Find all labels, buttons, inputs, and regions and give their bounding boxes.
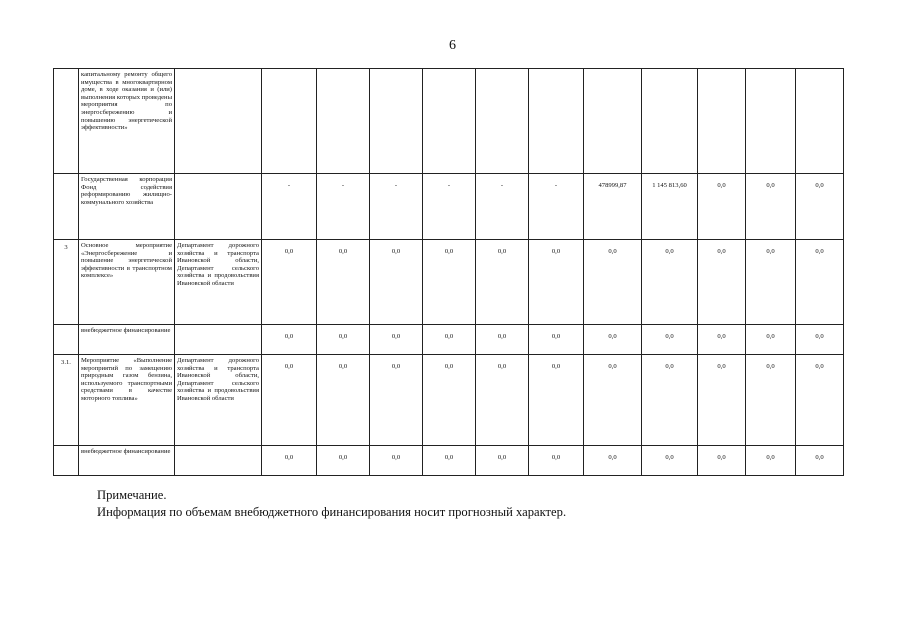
value-cell: 0,0 — [476, 446, 529, 476]
value-cell: 0,0 — [370, 325, 423, 355]
responsible-department — [175, 325, 262, 355]
responsible-department: Департамент дорожного хозяйства и транспорта Ивановской области, Департамент сельского хозяйства и продовольствия Ивановской области — [175, 355, 262, 446]
row-description: внебюджетное финансирование — [79, 446, 175, 476]
table-row — [54, 174, 844, 240]
value-cell — [476, 69, 529, 174]
value-cell — [423, 69, 476, 174]
responsible-department — [175, 69, 262, 174]
value-cell: - — [317, 174, 370, 240]
value-cell: 0,0 — [642, 355, 698, 446]
value-cell: - — [529, 174, 584, 240]
table-row — [54, 446, 844, 476]
table-row — [54, 355, 844, 446]
row-index — [54, 446, 79, 476]
value-cell: 0,0 — [796, 325, 844, 355]
value-cell: 0,0 — [796, 355, 844, 446]
value-cell: 0,0 — [262, 240, 317, 325]
value-cell: 0,0 — [529, 325, 584, 355]
value-cell: - — [262, 174, 317, 240]
row-index: 3 — [54, 240, 79, 325]
value-cell: 0,0 — [476, 240, 529, 325]
value-cell — [262, 69, 317, 174]
value-cell — [370, 69, 423, 174]
value-cell: 0,0 — [746, 174, 796, 240]
value-cell: 0,0 — [584, 240, 642, 325]
value-cell: 0,0 — [584, 325, 642, 355]
value-cell: 0,0 — [423, 325, 476, 355]
value-cell: 0,0 — [746, 446, 796, 476]
note-title: Примечание. — [97, 488, 167, 502]
value-cell: 0,0 — [642, 446, 698, 476]
value-cell — [796, 69, 844, 174]
value-cell — [746, 69, 796, 174]
value-cell: 478999,87 — [584, 174, 642, 240]
value-cell: 0,0 — [423, 446, 476, 476]
responsible-department: Департамент дорожного хозяйства и транспорта Ивановской области, Департамент сельского хозяйства и продовольствия Ивановской области — [175, 240, 262, 325]
value-cell: 0,0 — [698, 174, 746, 240]
value-cell: 0,0 — [746, 240, 796, 325]
value-cell: 0,0 — [423, 355, 476, 446]
value-cell: 0,0 — [423, 240, 476, 325]
row-index — [54, 325, 79, 355]
row-index — [54, 69, 79, 174]
value-cell: 0,0 — [476, 355, 529, 446]
value-cell: 0,0 — [796, 240, 844, 325]
value-cell — [584, 69, 642, 174]
row-index — [54, 174, 79, 240]
value-cell: - — [423, 174, 476, 240]
value-cell: 0,0 — [698, 355, 746, 446]
value-cell: 0,0 — [317, 355, 370, 446]
value-cell: - — [476, 174, 529, 240]
value-cell: 0,0 — [698, 446, 746, 476]
row-description: Основное мероприятие «Энергосбережение и повышение энергетической эффективности в транспортном комплексе» — [79, 240, 175, 325]
value-cell: 0,0 — [476, 325, 529, 355]
value-cell: 0,0 — [317, 240, 370, 325]
value-cell: 0,0 — [370, 240, 423, 325]
value-cell: 0,0 — [262, 446, 317, 476]
value-cell: 0,0 — [370, 355, 423, 446]
value-cell: - — [370, 174, 423, 240]
value-cell: 0,0 — [796, 446, 844, 476]
value-cell: 0,0 — [796, 174, 844, 240]
value-cell: 0,0 — [584, 355, 642, 446]
value-cell: 0,0 — [317, 446, 370, 476]
value-cell: 0,0 — [642, 240, 698, 325]
value-cell: 0,0 — [746, 355, 796, 446]
value-cell: 0,0 — [584, 446, 642, 476]
value-cell: 0,0 — [698, 240, 746, 325]
value-cell: 0,0 — [317, 325, 370, 355]
responsible-department — [175, 174, 262, 240]
value-cell — [317, 69, 370, 174]
note-text: Информация по объемам внебюджетного финансирования носит прогнозный характер. — [97, 505, 567, 519]
budget-table — [53, 68, 844, 476]
row-description: внебюджетное финансирование — [79, 325, 175, 355]
row-description: капитальному ремонту общего имущества в многоквартирном доме, в ходе оказания и (или) выполнения которых проведены мероприятия по энергосбережению и повышению энергетической эффективности» — [79, 69, 175, 174]
value-cell — [642, 69, 698, 174]
table-row — [54, 240, 844, 325]
row-index: 3.1. — [54, 355, 79, 446]
value-cell — [698, 69, 746, 174]
value-cell: 0,0 — [529, 355, 584, 446]
page-number: 6 — [449, 38, 456, 53]
value-cell: 0,0 — [746, 325, 796, 355]
value-cell: 0,0 — [262, 325, 317, 355]
row-description: Государственная корпорация Фонд содействия реформированию жилищно-коммунального хозяйства — [79, 174, 175, 240]
value-cell: 0,0 — [698, 325, 746, 355]
row-description: Мероприятие «Выполнение мероприятий по замещению природным газом бензина, используемого транспортными средствами в качестве моторного топлива» — [79, 355, 175, 446]
value-cell: 0,0 — [529, 446, 584, 476]
value-cell: 0,0 — [262, 355, 317, 446]
value-cell: 1 145 813,60 — [642, 174, 698, 240]
table-row — [54, 69, 844, 174]
value-cell: 0,0 — [529, 240, 584, 325]
table-row — [54, 325, 844, 355]
value-cell: 0,0 — [642, 325, 698, 355]
value-cell: 0,0 — [370, 446, 423, 476]
responsible-department — [175, 446, 262, 476]
value-cell — [529, 69, 584, 174]
